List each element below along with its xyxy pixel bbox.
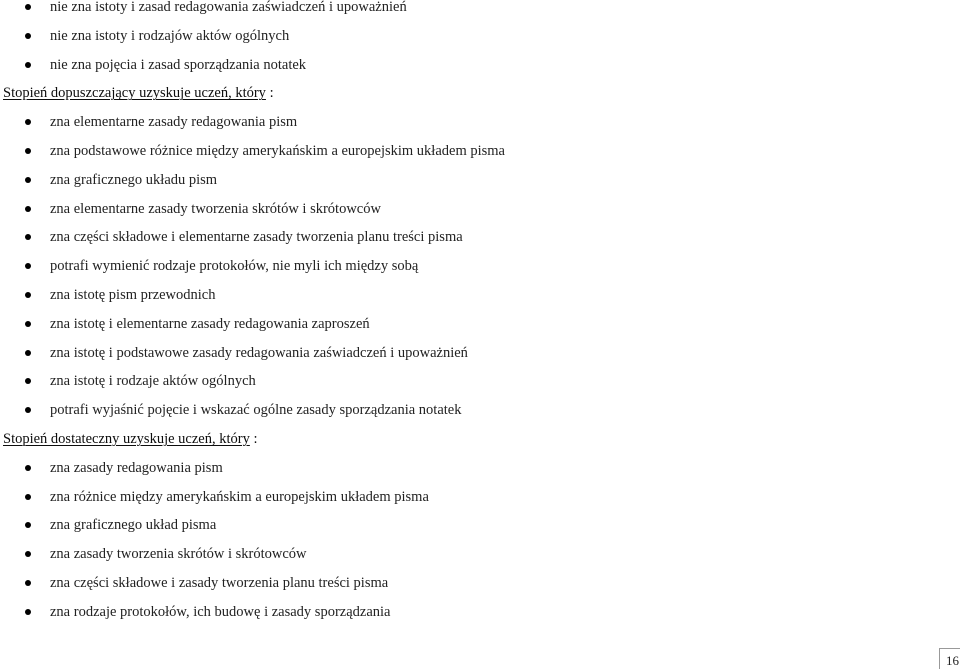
list-item-text: zna podstawowe różnice między amerykańskim a europejskim układem pisma bbox=[50, 143, 505, 159]
bullet-icon bbox=[25, 522, 31, 528]
bullet-icon bbox=[25, 62, 31, 68]
bullet-icon bbox=[25, 263, 31, 269]
list-item-text: zna elementarne zasady tworzenia skrótów i skrótowców bbox=[50, 200, 381, 217]
bullet-icon bbox=[25, 119, 31, 125]
list-item-text: zna części składowe i elementarne zasady tworzenia planu treści pisma bbox=[50, 229, 463, 246]
list-item-text: nie zna pojęcia i zasad sporządzania notatek bbox=[50, 56, 307, 73]
section-heading-colon: : bbox=[249, 431, 258, 447]
footer-corner-divider bbox=[939, 648, 940, 669]
list-item-text: potrafi wymienić rodzaje protokołów, nie myli ich między sobą bbox=[50, 258, 419, 275]
bullet-icon bbox=[25, 378, 31, 384]
section-heading-title: Stopień dopuszczający uzyskuje uczeń, który bbox=[3, 85, 266, 102]
list-item-text: zna różnice między amerykańskim a europejskim układem pisma bbox=[50, 488, 429, 505]
bullet-icon bbox=[25, 494, 31, 500]
bullet-icon bbox=[25, 292, 31, 298]
section-heading bbox=[3, 428, 258, 450]
list-item-text: zna elementarne zasady redagowania pism bbox=[50, 114, 298, 131]
bullet-icon bbox=[25, 177, 31, 183]
list-item-text: zna zasady tworzenia skrótów i skrótowców bbox=[50, 546, 307, 563]
page-number: 16 bbox=[946, 653, 959, 668]
list-item-text: zna graficznego układ pisma bbox=[50, 517, 217, 534]
list-item-text: zna części składowe i zasady tworzenia planu treści pisma bbox=[50, 575, 389, 591]
bullet-icon bbox=[25, 206, 31, 212]
list-item-text: zna istotę i elementarne zasady redagowania zaproszeń bbox=[50, 315, 370, 332]
bullet-icon bbox=[25, 465, 31, 471]
list-item-text: zna rodzaje protokołów, ich budowę i zasady sporządzania bbox=[50, 603, 391, 620]
footer-corner-rule bbox=[940, 648, 960, 649]
section-heading-colon: : bbox=[265, 85, 274, 102]
bullet-icon bbox=[25, 609, 31, 615]
bullet-icon bbox=[25, 580, 31, 586]
bullet-icon bbox=[25, 148, 31, 154]
list-item-text: potrafi wyjaśnić pojęcie i wskazać ogólne zasady sporządzania notatek bbox=[50, 402, 462, 419]
bullet-icon bbox=[25, 4, 31, 10]
list-item-text: zna istotę pism przewodnich bbox=[50, 287, 216, 303]
list-item-text: zna istotę i rodzaje aktów ogólnych bbox=[50, 373, 256, 390]
list-item-text: zna zasady redagowania pism bbox=[50, 459, 223, 476]
section-heading bbox=[3, 82, 274, 104]
bullet-icon bbox=[25, 551, 31, 557]
bullet-icon bbox=[25, 350, 31, 356]
list-item-text: nie zna istoty i rodzajów aktów ogólnych bbox=[50, 27, 290, 44]
bullet-icon bbox=[25, 234, 31, 240]
bullet-icon bbox=[25, 321, 31, 327]
list-item-text: zna graficznego układu pism bbox=[50, 171, 218, 188]
bullet-icon bbox=[25, 33, 31, 39]
list-item-text: zna istotę i podstawowe zasady redagowania zaświadczeń i upoważnień bbox=[50, 344, 468, 361]
bullet-icon bbox=[25, 407, 31, 413]
section-heading-title: Stopień dostateczny uzyskuje uczeń, który bbox=[3, 431, 250, 447]
list-item-text: nie zna istoty i zasad redagowania zaświadczeń i upoważnień bbox=[50, 0, 407, 15]
